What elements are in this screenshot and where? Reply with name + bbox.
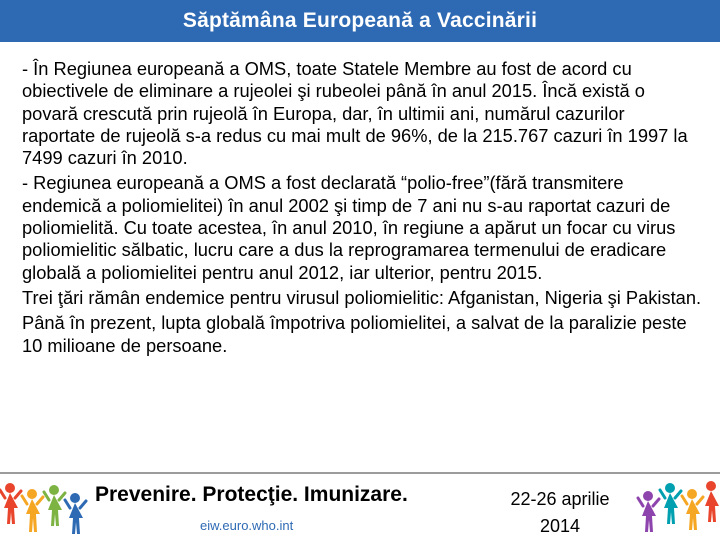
paragraph-polio-free: - Regiunea europeană a OMS a fost declarată “polio-free”(fără transmitere endemică a poliomielitei) în anul 2002 şi timp de 7 ani nu s-au raportat cazuri de poliomielită. Cu toate acestea, în anul 2010, în regiune a apărut un focar cu virus poliomielitic sălbatic, lucru care a dus la reprogramarea termenului de eradicare globală a poliomielitei pentru anul 2012, iar ulterior, pentru 2015. [22,172,676,283]
people-figures-icon [0,474,90,540]
slogan: Prevenire. Protecţie. Imunizare. [95,483,408,506]
campaign-dates [500,486,620,540]
page-title: Săptămâna Europeană a Vaccinării [182,9,538,32]
title-bar [0,0,720,42]
people-figures-icon [636,474,720,540]
date-range: 22-26 aprilie [510,489,610,509]
website-link[interactable]: eiw.euro.who.int [200,518,294,533]
main-content [22,58,702,360]
paragraph-measles: - În Regiunea europeană a OMS, toate Statele Membre au fost de acord cu obiectivele de eliminare a rujeolei şi rubeolei până în anul 2015. Încă există o povară crescută prin rujeolă în Europa, dar, în ultimii ani, numărul cazurilor raportate de rujeolă s-a redus cu mai mult de 96%, de la 215.767 cazuri în 1997 la 7499 cazuri în 2010. [22,58,688,169]
paragraph-endemic-countries: Trei ţări rămân endemice pentru virusul poliomielitic: Afganistan, Nigeria şi Pakistan. [22,286,702,308]
year: 2014 [539,516,581,536]
paragraph-paralysis-prevented: Până în prezent, lupta globală împotriva poliomielitei, a salvat de la paralizie peste 10 milioane de persoane. [22,312,687,356]
footer [0,474,720,540]
